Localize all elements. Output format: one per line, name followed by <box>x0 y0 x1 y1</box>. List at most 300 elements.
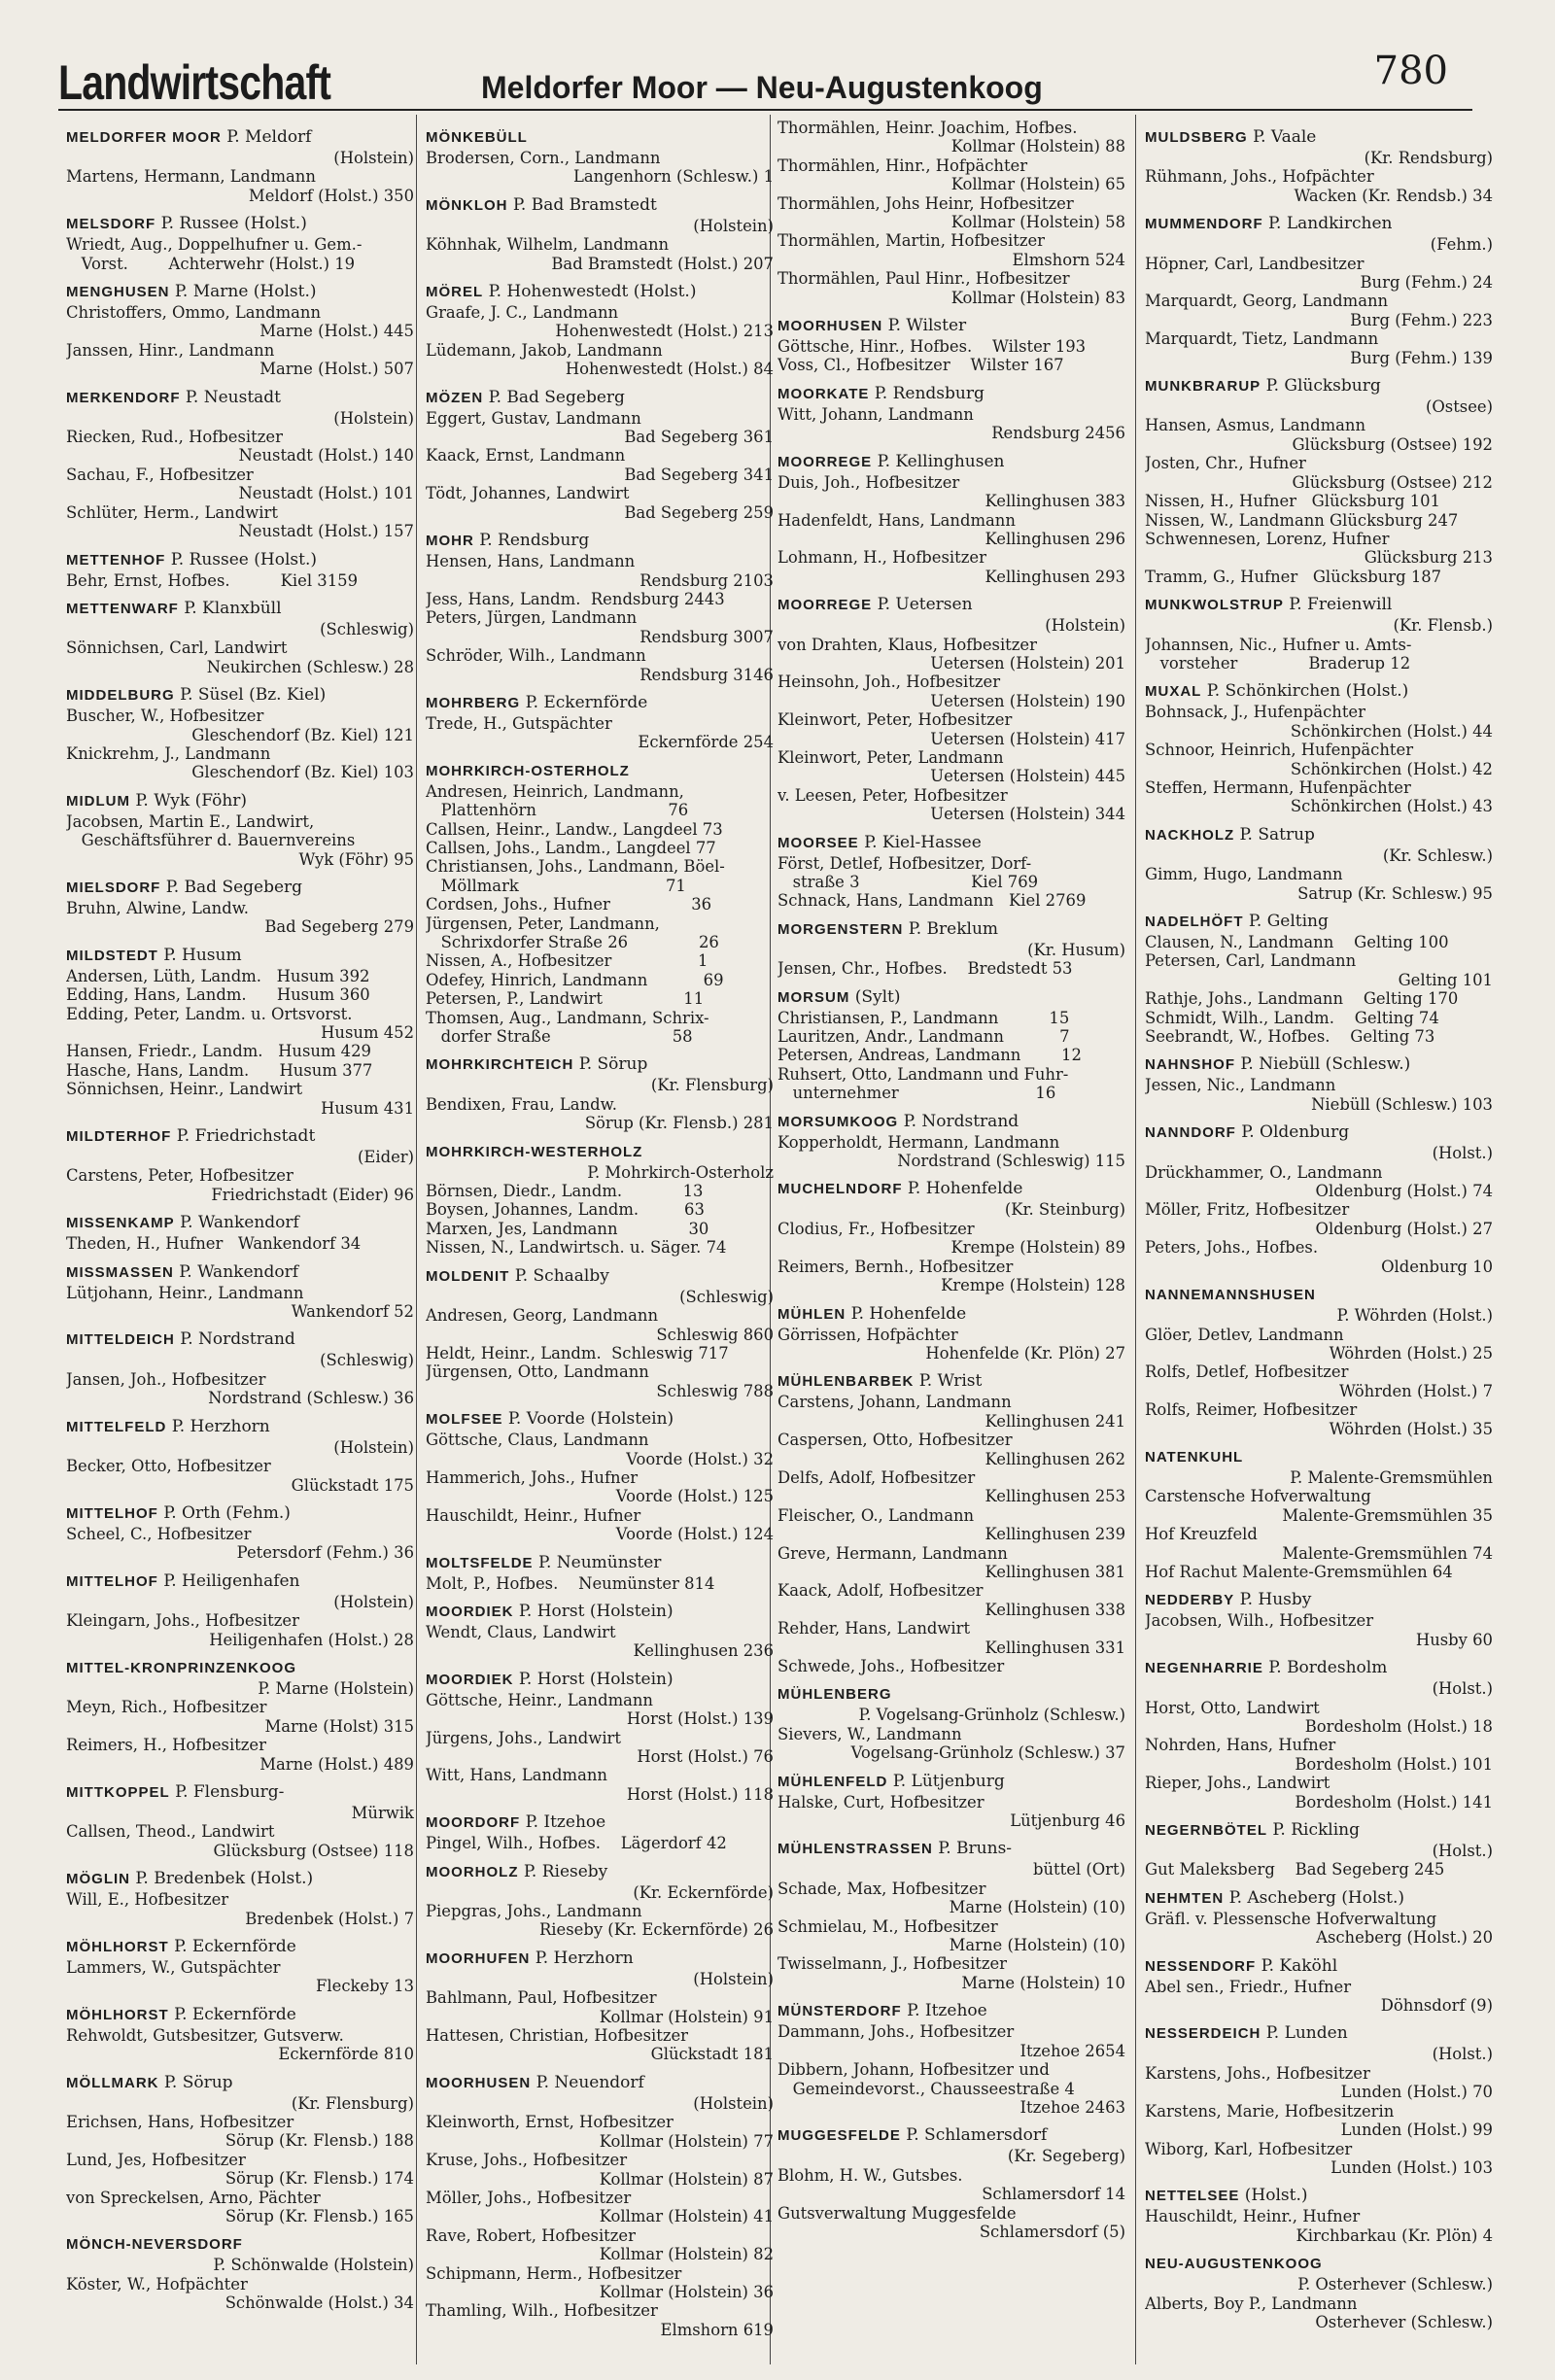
entry-location: (Kr. Steinburg) <box>1004 1200 1125 1220</box>
place-name: MOORHUSEN <box>778 318 883 335</box>
entry-line: Kopperholdt, Hermann, Landmann <box>778 1132 1060 1152</box>
entry-location: Oldenburg (Holst.) 74 <box>1315 1182 1493 1201</box>
post-office: P. Bredenbek (Holst.) <box>130 1869 314 1889</box>
place-name: MOORKATE <box>778 385 870 402</box>
entry-location: Eckernförde 810 <box>278 2045 414 2064</box>
entry-line: Först, Detlef, Hofbesitzer, Dorf- <box>778 853 1032 873</box>
place-heading <box>778 919 1125 940</box>
entry-location: Itzehoe 2654 <box>1019 2041 1125 2060</box>
place-heading <box>1145 127 1493 148</box>
post-office: P. Flensburg- <box>169 1781 285 1802</box>
entry-location: Kellinghusen 381 <box>985 1562 1125 1581</box>
entry-line: Twisselmann, J., Hofbesitzer <box>778 1954 1007 1974</box>
column-divider <box>1135 115 1136 2364</box>
entry-line: Josten, Chr., Hufner <box>1145 454 1306 473</box>
place-name: MENGHUSEN <box>66 284 170 301</box>
entry-location: (Holstein) <box>693 1969 774 1988</box>
entry-location: Voorde (Holst.) 32 <box>626 1449 774 1468</box>
entry-location: P. Marne (Holstein) <box>258 1678 414 1698</box>
place-heading <box>66 550 414 570</box>
place-name: MULDSBERG <box>1145 129 1248 146</box>
entry-line: Tödt, Johannes, Landwirt <box>426 484 630 503</box>
entry-line: Hensen, Hans, Landmann <box>426 552 636 571</box>
entry-line: Hauschildt, Heinr., Hufner <box>1145 2207 1361 2226</box>
entry-line: Nissen, N., Landwirtsch. u. Säger. 74 <box>426 1238 727 1258</box>
entry-line: Nissen, A., Hofbesitzer 1 <box>426 951 708 971</box>
place-heading <box>1145 2023 1493 2044</box>
entry-line: Glöer, Detlev, Landmann <box>1145 1325 1344 1344</box>
entry-location: Krempe (Holstein) 89 <box>950 1238 1125 1258</box>
entry-location: Kellinghusen 262 <box>985 1449 1125 1468</box>
post-office: P. Wyk (Föhr) <box>130 790 248 811</box>
entry-location: Bad Segeberg 259 <box>624 502 774 522</box>
entry-location: Sörup (Kr. Flensb.) 174 <box>225 2169 414 2189</box>
entry-location: (Schleswig) <box>679 1287 774 1306</box>
entry-line: Jensen, Chr., Hofbes. Bredstedt 53 <box>778 959 1073 979</box>
entry-location: Kollmar (Holstein) 36 <box>599 2282 774 2301</box>
place-heading <box>66 599 414 619</box>
place-heading <box>426 282 774 302</box>
entry-line: Kaack, Ernst, Landmann <box>426 446 626 466</box>
entry-location: Neustadt (Holst.) 101 <box>238 484 414 503</box>
entry-line: Möllmark 71 <box>426 876 686 895</box>
entry-location: (Holstein) <box>693 216 774 235</box>
entry-location: Wyk (Föhr) 95 <box>298 849 414 869</box>
post-office: P. Landkirchen <box>1262 214 1393 234</box>
range-title: Meldorfer Moor — Neu-Augustenkoog <box>481 70 1043 105</box>
entry-line: Eggert, Gustav, Landmann <box>426 408 641 428</box>
entry-location: Marne (Holstein) (10) <box>949 1898 1125 1917</box>
entry-line: Schmidt, Wilh., Landm. Gelting 74 <box>1145 1008 1439 1027</box>
entry-line: Schipmann, Herm., Hofbesitzer <box>426 2263 682 2283</box>
place-name: MORGENSTERN <box>778 920 904 938</box>
page-number: 780 <box>1373 49 1448 93</box>
place-heading <box>1145 595 1493 615</box>
entry-location: Hohenwestedt (Holst.) 213 <box>555 322 774 341</box>
place-name: MOLFSEE <box>426 1411 503 1429</box>
entry-location: Bredenbek (Holst.) 7 <box>245 1909 414 1928</box>
place-name: MUNKWOLSTRUP <box>1145 597 1284 614</box>
entry-location: Schönkirchen (Holst.) 43 <box>1290 797 1493 816</box>
header-rule <box>58 109 1472 111</box>
place-heading <box>66 2073 414 2093</box>
entry-location: (Kr. Husum) <box>1027 940 1125 959</box>
entry-location: Bad Segeberg 341 <box>624 465 774 484</box>
entry-line: Wriedt, Aug., Doppelhufner u. Gem.- <box>66 235 363 255</box>
entry-location: Kirchbarkau (Kr. Plön) 4 <box>1296 2225 1493 2245</box>
entry-line: dorfer Straße 58 <box>426 1027 693 1047</box>
place-heading <box>66 1782 414 1803</box>
entry-line: Jess, Hans, Landm. Rendsburg 2443 <box>426 589 725 608</box>
post-office: P. Satrup <box>1234 824 1315 845</box>
place-heading <box>1145 2186 1493 2206</box>
entry-location: (Holstein) <box>333 149 414 167</box>
place-heading <box>426 1409 774 1430</box>
page-header <box>58 49 1458 110</box>
entry-location: Wöhrden (Holst.) 35 <box>1329 1419 1493 1438</box>
entry-location: (Kr. Flensb.) <box>1393 616 1493 636</box>
entry-line: Pingel, Wilh., Hofbes. Lägerdorf 42 <box>426 1834 727 1853</box>
entry-location: Neustadt (Holst.) 140 <box>238 446 414 466</box>
entry-location: (Schleswig) <box>320 619 414 638</box>
entry-line: Edding, Peter, Landm. u. Ortsvorst. <box>66 1004 353 1023</box>
entry-line: Callsen, Johs., Landm., Langdeel 77 <box>426 838 716 857</box>
post-office: P. Lütjenburg <box>887 1771 1005 1791</box>
entry-location: Kellinghusen 253 <box>985 1487 1125 1506</box>
place-name: MOLTSFELDE <box>426 1554 534 1571</box>
post-office: P. Lunden <box>1261 2023 1348 2044</box>
post-office: P. Friedrichstadt <box>171 1126 316 1147</box>
entry-line: Schwede, Johs., Hofbesitzer <box>778 1657 1005 1675</box>
entry-line: Sönnichsen, Heinr., Landwirt <box>66 1080 303 1099</box>
entry-line: Behr, Ernst, Hofbes. Kiel 3159 <box>66 570 359 590</box>
entry-line: Martens, Hermann, Landmann <box>66 167 316 187</box>
post-office: P. Eckernförde <box>168 1937 296 1956</box>
post-office: P. Husum <box>157 945 242 965</box>
entry-line: Christiansen, P., Landmann 15 <box>778 1008 1070 1027</box>
place-heading <box>426 1142 774 1162</box>
entry-line: Lüdemann, Jakob, Landmann <box>426 340 663 360</box>
entry-line: Trede, H., Gutspächter <box>426 713 612 733</box>
place-name: MÖHLHORST <box>66 1939 169 1955</box>
place-name: MÖHLHORST <box>66 2006 169 2023</box>
post-office: P. Herzhorn <box>166 1416 270 1436</box>
post-office: P. Neuendorf <box>531 2072 644 2092</box>
entry-line: Lund, Jes, Hofbesitzer <box>66 2150 246 2169</box>
entry-location: Rendsburg 2456 <box>991 424 1125 443</box>
entry-location: Kollmar (Holstein) 65 <box>950 175 1125 194</box>
entry-line: Schwennesen, Lorenz, Hufner <box>1145 529 1390 548</box>
entry-line: Reimers, H., Hofbesitzer <box>66 1736 266 1755</box>
entry-line: Halske, Curt, Hofbesitzer <box>778 1792 985 1811</box>
post-office: P. Meldorf <box>221 127 312 147</box>
entry-location: Bordesholm (Holst.) 141 <box>1295 1792 1493 1811</box>
place-heading <box>1145 1956 1493 1977</box>
place-heading <box>1145 1820 1493 1841</box>
entry-location: Döhnsdorf (9) <box>1380 1996 1493 2016</box>
entry-location: Sörup (Kr. Flensb.) 165 <box>225 2207 414 2226</box>
entry-line: Wiborg, Karl, Hofbesitzer <box>1145 2139 1353 2158</box>
entry-line: Janssen, Hinr., Landmann <box>66 340 275 360</box>
entry-location: Wacken (Kr. Rendsb.) 34 <box>1294 186 1493 205</box>
post-office: P. Eckernförde <box>520 692 648 712</box>
entry-location: Schlamersdorf (5) <box>979 2222 1125 2241</box>
entry-location: P. Wöhrden (Holst.) <box>1336 1306 1493 1326</box>
place-heading <box>1145 1285 1493 1305</box>
place-name: MITTEL-KRONPRINZENKOOG <box>66 1659 296 1676</box>
entry-line: Thamling, Wilh., Hofbesitzer <box>426 2301 658 2321</box>
entry-location: P. Vogelsang-Grünholz (Schlesw.) <box>858 1706 1125 1725</box>
place-heading <box>778 316 1125 336</box>
entry-line: von Drahten, Klaus, Hofbesitzer <box>778 635 1037 654</box>
post-office: P. Bordesholm <box>1262 1658 1388 1678</box>
place-name: MÜHLENBERG <box>778 1686 892 1704</box>
entry-line: Thormählen, Martin, Hofbesitzer <box>778 231 1046 251</box>
entry-location: Ascheberg (Holst.) 20 <box>1316 1928 1493 1948</box>
entry-line: Graafe, J. C., Landmann <box>426 303 619 323</box>
entry-line: Petersen, P., Landwirt 11 <box>426 989 705 1009</box>
entry-line: Horst, Otto, Landwirt <box>1145 1698 1320 1717</box>
section-title: Landwirtschaft <box>58 55 331 110</box>
column-4 <box>1145 119 1493 2363</box>
place-name: MIDDELBURG <box>66 687 175 705</box>
place-heading <box>426 761 774 781</box>
post-office: P. Kellinghusen <box>872 451 1005 471</box>
place-name: METTENHOF <box>66 551 166 569</box>
entry-location: Uetersen (Holstein) 417 <box>930 729 1125 748</box>
entry-location: Schönkirchen (Holst.) 42 <box>1290 759 1493 778</box>
entry-location: (Kr. Segeberg) <box>1007 2147 1125 2166</box>
entry-location: Kellinghusen 296 <box>985 529 1125 548</box>
entry-line: Hasche, Hans, Landm. Husum 377 <box>66 1060 373 1080</box>
entry-line: Thormählen, Johs Heinr, Hofbesitzer <box>778 193 1074 213</box>
post-office: P. Voorde (Holstein) <box>502 1409 674 1430</box>
post-office: P. Herzhorn <box>530 1948 634 1968</box>
place-name: NANNDORF <box>1145 1124 1236 1142</box>
place-name: MOHRBERG <box>426 694 521 711</box>
entry-line: Gräfl. v. Plessensche Hofverwaltung <box>1145 1909 1437 1928</box>
entry-line: Marxen, Jes, Landmann 30 <box>426 1219 709 1238</box>
entry-line: Karstens, Johs., Hofbesitzer <box>1145 2063 1370 2083</box>
entry-line: Kleinwort, Peter, Landmann <box>778 747 1004 767</box>
entry-line: Johannsen, Nic., Hufner u. Amts- <box>1145 635 1412 654</box>
entry-location: Marne (Holst.) 507 <box>259 360 414 379</box>
entry-location: Kollmar (Holstein) 91 <box>599 2007 774 2026</box>
entry-line: Göttsche, Claus, Landmann <box>426 1431 649 1450</box>
entry-line: Köhnhak, Wilhelm, Landmann <box>426 235 670 255</box>
entry-location: Schönkirchen (Holst.) 44 <box>1290 721 1493 741</box>
entry-line: Hauschildt, Heinr., Hufner <box>426 1505 641 1525</box>
place-heading <box>66 946 414 966</box>
entry-line: Schröder, Wilh., Landmann <box>426 646 646 666</box>
place-heading <box>66 1571 414 1592</box>
entry-location: Schleswig 788 <box>656 1381 774 1400</box>
entry-line: Lammers, W., Gutspächter <box>66 1958 281 1977</box>
place-name: MITTELHOF <box>66 1504 158 1522</box>
entry-location: Nordstrand (Schlesw.) 36 <box>208 1389 414 1408</box>
entry-line: unternehmer 16 <box>778 1084 1056 1103</box>
place-name: NEGENHARRIE <box>1145 1660 1263 1677</box>
entry-line: Brodersen, Corn., Landmann <box>426 149 661 167</box>
entry-location: Langenhorn (Schlesw.) 1 <box>572 167 774 187</box>
place-name: METTENWARF <box>66 600 179 617</box>
entry-line: Heldt, Heinr., Landm. Schleswig 717 <box>426 1343 729 1362</box>
entry-line: Callsen, Heinr., Landw., Langdeel 73 <box>426 819 723 839</box>
entry-line: Abel sen., Friedr., Hufner <box>1145 1977 1352 1996</box>
entry-line: Gut Maleksberg Bad Segeberg 245 <box>1145 1860 1445 1880</box>
post-office: P. Schönkirchen (Holst.) <box>1201 681 1409 702</box>
place-heading <box>778 2001 1125 2021</box>
place-heading <box>778 1112 1125 1132</box>
entry-line: Clausen, N., Landmann Gelting 100 <box>1145 933 1449 951</box>
entry-line: Rieper, Johs., Landwirt <box>1145 1774 1330 1793</box>
entry-line: Callsen, Theod., Landwirt <box>66 1822 275 1842</box>
entry-line: Lütjohann, Heinr., Landmann <box>66 1283 304 1302</box>
post-office: P. Hohenfelde <box>846 1303 967 1324</box>
place-name: NANNEMANNSHUSEN <box>1145 1287 1316 1304</box>
entry-line: Edding, Hans, Landm. Husum 360 <box>66 985 370 1005</box>
entry-line: Petersen, Andreas, Landmann 12 <box>778 1046 1082 1065</box>
place-heading <box>426 1602 774 1622</box>
entry-line: Rehder, Hans, Landwirt <box>778 1619 971 1638</box>
entry-location: Voorde (Holst.) 124 <box>615 1525 774 1544</box>
place-name: MÖZEN <box>426 389 484 406</box>
post-office: P. Rendsburg <box>869 383 985 403</box>
entry-location: Sörup (Kr. Flensb.) 188 <box>225 2131 414 2151</box>
entry-line: Piepgras, Johs., Landmann <box>426 1902 642 1921</box>
place-heading <box>426 1670 774 1690</box>
entry-location: (Holst.) <box>1432 1679 1493 1699</box>
place-name: MOORHOLZ <box>426 1863 519 1880</box>
entry-line: Lauritzen, Andr., Landmann 7 <box>778 1027 1070 1047</box>
entry-line: Jürgensen, Peter, Landmann, <box>426 914 660 933</box>
place-name: MÜHLENFELD <box>778 1773 888 1790</box>
post-office: P. Horst (Holstein) <box>513 1601 674 1621</box>
place-name: MUNKBRARUP <box>1145 378 1261 396</box>
place-heading <box>66 1213 414 1233</box>
place-name: MORSUM <box>778 988 850 1006</box>
entry-line: Petersen, Carl, Landmann <box>1145 951 1357 971</box>
place-heading <box>66 2234 414 2255</box>
place-heading <box>778 987 1125 1008</box>
place-heading <box>66 791 414 811</box>
entry-location: Gleschendorf (Bz. Kiel) 121 <box>191 725 414 744</box>
entry-location: Wöhrden (Holst.) 25 <box>1329 1343 1493 1362</box>
entry-line: von Spreckelsen, Arno, Pächter <box>66 2188 321 2207</box>
entry-location: Husum 452 <box>321 1023 414 1042</box>
entry-line: Knickrehm, J., Landmann <box>66 743 271 763</box>
place-heading <box>1145 376 1493 397</box>
entry-location: Horst (Holst.) 139 <box>626 1709 774 1729</box>
place-heading <box>66 2005 414 2025</box>
post-office: (Holst.) <box>1239 2186 1308 2206</box>
entry-line: Lohmann, H., Hofbesitzer <box>778 548 986 568</box>
place-name: NEDDERBY <box>1145 1592 1235 1609</box>
entry-location: Osterhever (Schlesw.) <box>1315 2312 1493 2331</box>
entry-location: (Holst.) <box>1432 1144 1493 1163</box>
entry-line: Göttsche, Heinr., Landmann <box>426 1690 653 1709</box>
entry-line: Ruhsert, Otto, Landmann und Fuhr- <box>778 1064 1069 1084</box>
entry-location: P. Malente-Gremsmühlen <box>1290 1467 1493 1487</box>
place-heading <box>778 384 1125 404</box>
entry-location: Petersdorf (Fehm.) 36 <box>236 1543 414 1563</box>
place-name: MÖLLMARK <box>66 2074 159 2091</box>
place-heading <box>1145 825 1493 845</box>
post-office: P. Bad Segeberg <box>483 387 625 407</box>
entry-line: Vorst. Achterwehr (Holst.) 19 <box>66 254 356 273</box>
entry-line: Delfs, Adolf, Hofbesitzer <box>778 1467 976 1487</box>
place-heading <box>66 1869 414 1889</box>
entry-line: Odefey, Hinrich, Landmann 69 <box>426 970 724 989</box>
entry-line: Molt, P., Hofbes. Neumünster 814 <box>426 1573 715 1593</box>
entry-location: Kellinghusen 236 <box>633 1641 774 1661</box>
post-office: P. Rieseby <box>518 1861 608 1881</box>
entry-line: Möller, Fritz, Hofbesitzer <box>1145 1200 1350 1220</box>
place-name: NESSERDEICH <box>1145 2025 1261 2043</box>
place-heading <box>1145 1888 1493 1909</box>
entry-location: Elmshorn 524 <box>1012 250 1125 269</box>
place-heading <box>778 1179 1125 1199</box>
place-heading <box>426 1949 774 1969</box>
entry-location: Husum 431 <box>321 1098 414 1118</box>
entry-line: Buscher, W., Hofbesitzer <box>66 707 264 726</box>
entry-location: Bad Segeberg 279 <box>264 917 414 937</box>
entry-location: Lütjenburg 46 <box>1010 1811 1125 1831</box>
place-name: MITTKOPPEL <box>66 1783 170 1801</box>
entry-location: (Holst.) <box>1432 2045 1493 2064</box>
entry-location: Horst (Holst.) 76 <box>637 1747 774 1766</box>
entry-location: Glücksburg (Ostsee) 118 <box>213 1841 414 1860</box>
entry-location: Bad Segeberg 361 <box>624 428 774 447</box>
entry-line: Christoffers, Ommo, Landmann <box>66 303 321 323</box>
entry-line: Jürgens, Johs., Landwirt <box>426 1728 621 1747</box>
entry-line: Erichsen, Hans, Hofbesitzer <box>66 2113 294 2132</box>
entry-location: Sörup (Kr. Flensb.) 281 <box>584 1114 774 1133</box>
entry-line: Rühmann, Johs., Hofpächter <box>1145 167 1374 187</box>
place-heading <box>66 127 414 148</box>
entry-line: Christiansen, Johs., Landmann, Böel- <box>426 857 725 877</box>
place-name: MOORREGE <box>778 453 873 470</box>
entry-location: Kollmar (Holstein) 58 <box>950 213 1125 232</box>
entry-line: Göttsche, Hinr., Hofbes. Wilster 193 <box>778 337 1087 357</box>
entry-line: Gutsverwaltung Muggesfelde <box>778 2203 1017 2223</box>
entry-line: Bahlmann, Paul, Hofbesitzer <box>426 1988 657 2008</box>
entry-line: Sievers, W., Landmann <box>778 1724 962 1743</box>
entry-line: Schlüter, Herm., Landwirt <box>66 502 278 522</box>
post-office: P. Husby <box>1234 1590 1312 1610</box>
entry-line: Hattesen, Christian, Hofbesitzer <box>426 2026 689 2046</box>
entry-line: Görrissen, Hofpächter <box>778 1325 958 1344</box>
entry-line: Möller, Johs., Hofbesitzer <box>426 2188 632 2207</box>
post-office: P. Breklum <box>903 918 999 939</box>
place-heading <box>1145 912 1493 932</box>
entry-location: Kellinghusen 331 <box>985 1638 1125 1657</box>
entry-location: Marne (Holst.) 445 <box>259 322 414 341</box>
entry-line: Jacobsen, Martin E., Landwirt, <box>66 811 315 831</box>
entry-line: Steffen, Hermann, Hufenpächter <box>1145 777 1411 797</box>
post-office: P. Sörup <box>573 1054 648 1075</box>
entry-line: Bendixen, Frau, Landw. <box>426 1094 617 1114</box>
place-name: NATENKUHL <box>1145 1448 1244 1466</box>
post-office: P. Rickling <box>1267 1820 1360 1841</box>
post-office: P. Russee (Holst.) <box>156 214 307 234</box>
place-heading <box>1145 681 1493 702</box>
place-name: NETTELSEE <box>1145 2188 1240 2205</box>
entry-location: (Holstein) <box>333 1592 414 1611</box>
place-name: MITTELHOF <box>66 1572 158 1590</box>
place-heading <box>66 214 414 234</box>
place-name: MORSUMKOOG <box>778 1113 899 1130</box>
place-heading <box>426 693 774 713</box>
post-office: P. Sörup <box>158 2072 233 2092</box>
post-office: P. Hohenfelde <box>902 1179 1023 1199</box>
place-name: MOORDIEK <box>426 1603 514 1620</box>
entry-location: Kellinghusen 338 <box>985 1600 1125 1619</box>
entry-location: Nordstrand (Schleswig) 115 <box>897 1152 1125 1171</box>
entry-location: Glücksburg (Ostsee) 212 <box>1292 472 1493 492</box>
place-name: MÜNSTERDORF <box>778 2003 902 2020</box>
entry-location: Kollmar (Holstein) 82 <box>599 2245 774 2264</box>
entry-line: Bohnsack, J., Hufenpächter <box>1145 703 1365 722</box>
place-name: MOORREGE <box>778 597 873 614</box>
entry-line: Köster, W., Hofpächter <box>66 2274 248 2294</box>
post-office: P. Wrist <box>914 1371 983 1392</box>
place-name: MUGGESFELDE <box>778 2127 901 2145</box>
entry-location: Meldorf (Holst.) 350 <box>248 186 414 205</box>
post-office: P. Kaköhl <box>1256 1955 1338 1976</box>
entry-line: Witt, Johann, Landmann <box>778 404 974 424</box>
entry-location: Burg (Fehm.) 24 <box>1360 273 1493 293</box>
